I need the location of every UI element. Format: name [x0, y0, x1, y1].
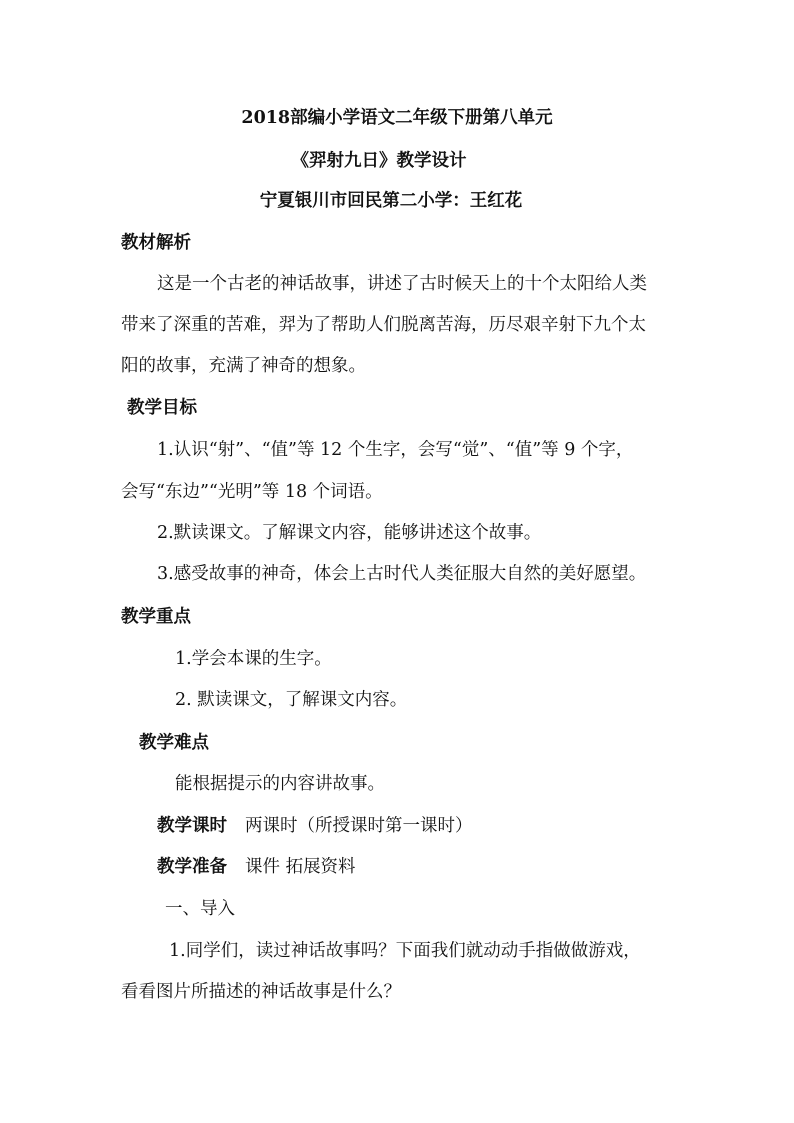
intro-line: 1.同学们，读过神话故事吗？下面我们就动动手指做做游戏， [169, 941, 641, 961]
paragraph-line: 阳的故事，充满了神奇的想象。 [121, 356, 366, 376]
goal-line: 2.默读课文。了解课文内容，能够讲述这个故事。 [157, 523, 542, 543]
paragraph-line: 带来了深重的苦难，羿为了帮助人们脱离苦海，历尽艰辛射下九个太 [121, 315, 646, 335]
list-item: 1.学会本课的生字。 [175, 649, 332, 669]
author-line: 宁夏银川市回民第二小学：王红花 [259, 191, 523, 211]
section-heading-teaching-goals: 教学目标 [127, 398, 197, 418]
intro-line: 看看图片所描述的神话故事是什么？ [121, 982, 401, 1002]
class-hours-label: 教学课时 [157, 816, 227, 836]
section-heading-key-points: 教学重点 [121, 607, 191, 627]
paragraph-line: 这是一个古老的神话故事，讲述了古时候天上的十个太阳给人类 [157, 274, 647, 294]
class-hours-row [157, 814, 473, 838]
goal-line: 3.感受故事的神奇，体会上古时代人类征服大自然的美好愿望。 [157, 564, 647, 584]
section-heading-intro: 一、导入 [165, 899, 235, 919]
list-item: 2. 默读课文，了解课文内容。 [175, 690, 408, 710]
goal-line: 1.认识“射”、“值”等 12 个生字，会写“觉”、“值”等 9 个字， [157, 440, 634, 460]
document-title-line-2: 《羿射九日》教学设计 [291, 151, 467, 171]
section-heading-difficulties: 教学难点 [139, 733, 209, 753]
section-heading-material-analysis: 教材解析 [121, 233, 191, 253]
class-hours-value: 两课时（所授课时第一课时） [245, 816, 473, 836]
preparation-label: 教学准备 [157, 857, 227, 877]
difficulty-text: 能根据提示的内容讲故事。 [175, 774, 385, 794]
document-title-line-1: 2018部编小学语文二年级下册第八单元 [241, 108, 553, 128]
preparation-row [157, 855, 356, 879]
preparation-value: 课件 拓展资料 [245, 857, 356, 877]
goal-line: 会写“东边”“光明”等 18 个词语。 [121, 482, 383, 502]
